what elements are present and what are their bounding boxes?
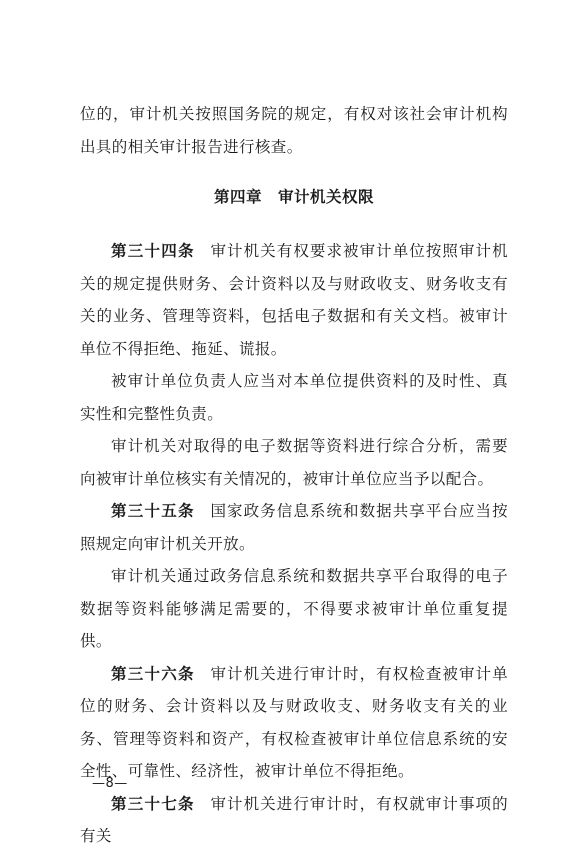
chapter-number: 第四章 [213, 188, 262, 206]
article-34-paragraph-2: 被审计单位负责人应当对本单位提供资料的及时性、真实性和完整性负责。 [80, 372, 508, 423]
article-34-label: 第三十四条 [111, 242, 195, 260]
article-35-paragraph-2: 审计机关通过政务信息系统和数据共享平台取得的电子数据等资料能够满足需要的，不得要求被审计单位重复提供。 [80, 567, 508, 650]
chapter-heading [80, 181, 508, 213]
article-35-paragraph-1 [80, 495, 508, 560]
document-body [80, 98, 508, 853]
chapter-title: 审计机关权限 [278, 188, 375, 206]
article-34-paragraph-1 [80, 235, 508, 365]
article-36-text-1: 审计机关进行审计时，有权检查被审计单位的财务、会计资料以及与财政收支、财务收支有关的业务、管理等资料和资产，有权检查被审计单位信息系统的安全性、可靠性、经济性，被审计单位不得拒绝。 [80, 664, 508, 780]
article-35-text-1: 国家政务信息系统和数据共享平台应当按照规定向审计机关开放。 [80, 502, 508, 553]
article-35-label: 第三十五条 [111, 502, 195, 520]
article-36-label: 第三十六条 [111, 664, 195, 683]
article-37-text-1: 审计机关进行审计时，有权就审计事项的有关 [80, 794, 508, 845]
page-number: —8— [92, 776, 128, 791]
article-36-paragraph-1 [80, 658, 508, 788]
intro-paragraph: 位的，审计机关按照国务院的规定，有权对该社会审计机构出具的相关审计报告进行核查。 [80, 105, 508, 156]
article-37-label: 第三十七条 [111, 794, 195, 813]
article-37-paragraph-1 [80, 788, 508, 853]
article-34-paragraph-3: 审计机关对取得的电子数据等资料进行综合分析，需要向被审计单位核实有关情况的，被审计单位应当予以配合。 [80, 437, 508, 488]
article-34-text-1: 审计机关有权要求被审计单位按照审计机关的规定提供财务、会计资料以及与财政收支、财务收支有关的业务、管理等资料，包括电子数据和有关文档。被审计单位不得拒绝、拖延、谎报。 [80, 242, 508, 358]
